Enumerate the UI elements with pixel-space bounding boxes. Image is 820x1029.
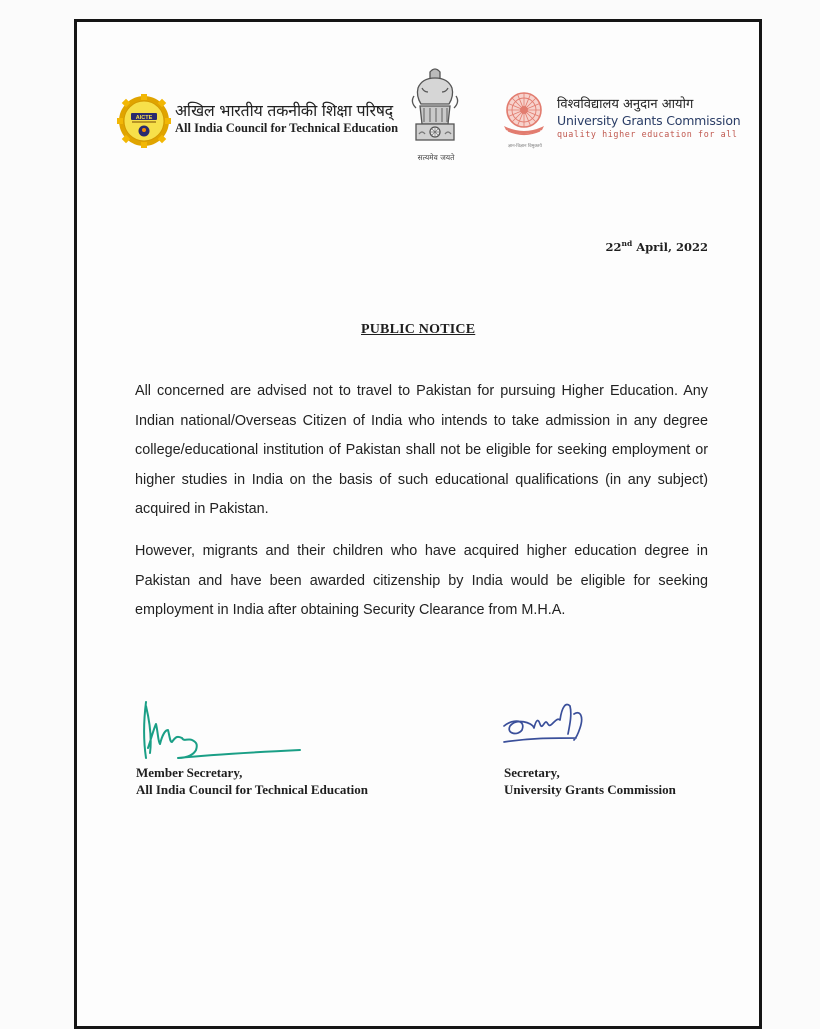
- date-day: 22: [605, 239, 622, 254]
- aicte-logo-icon: [117, 94, 171, 148]
- ugc-name-english: University Grants Commission: [557, 113, 741, 128]
- aicte-name-english: All India Council for Technical Education: [175, 121, 399, 135]
- notice-paragraph-2: However, migrants and their children who have acquired higher education degree in Pakistan and have been awarded citizenship by India would be eligible for seeking employment in India after obtaining Security Clearance from M.H.A.: [135, 543, 708, 618]
- ugc-logo-caption: ज्ञान-विज्ञान विमुक्तये: [508, 144, 542, 149]
- national-emblem-icon: [404, 66, 466, 150]
- aicte-name-block: [175, 101, 398, 135]
- ugc-signatory: [504, 765, 676, 798]
- emblem-motto: सत्यमेव जयते: [417, 153, 455, 162]
- svg-text:AICTE: AICTE: [135, 115, 153, 121]
- ugc-name-hindi: विश्वविद्यालय अनुदान आयोग: [557, 97, 694, 112]
- aicte-signature-icon: [138, 698, 303, 764]
- ugc-logo-icon: [500, 90, 548, 144]
- aicte-signatory: [136, 765, 368, 798]
- ugc-signatory-designation: Secretary,: [504, 765, 560, 780]
- date-suffix: nd: [621, 239, 633, 248]
- date-month-year: April, 2022: [632, 239, 708, 254]
- notice-date: [560, 239, 708, 254]
- ugc-signature-icon: [500, 700, 595, 750]
- ugc-signatory-organization: University Grants Commission: [504, 781, 676, 797]
- aicte-signatory-organization: All India Council for Technical Education: [136, 781, 369, 797]
- aicte-name-hindi: अखिल भारतीय तकनीकी शिक्षा परिषद्: [175, 101, 393, 120]
- ugc-name-block: [557, 97, 741, 140]
- ugc-tagline: quality higher education for all: [557, 129, 738, 139]
- notice-paragraph-1: All concerned are advised not to travel to Pakistan for pursuing Higher Education. Any Indian national/Overseas Citizen of India who intends to take admission in any degree college/educational institution of Pakistan shall not be eligible for seeking employment or higher studies in India on the basis of such educational qualifications (in any subject) acquired in Pakistan.: [135, 383, 708, 517]
- aicte-signatory-designation: Member Secretary,: [136, 765, 243, 780]
- notice-title: PUBLIC NOTICE: [361, 322, 476, 337]
